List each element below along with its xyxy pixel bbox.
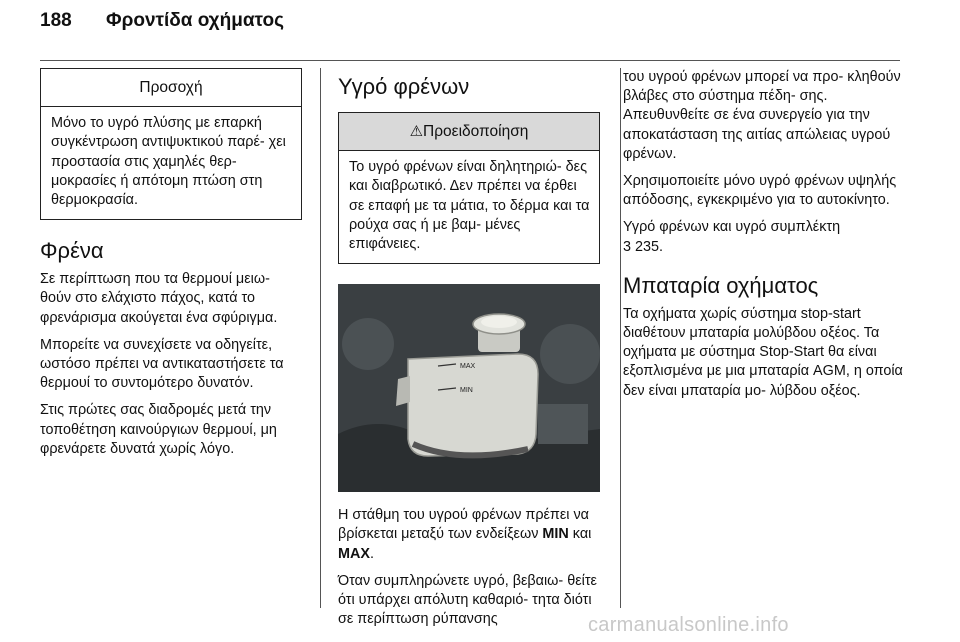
warning-title: Προειδοποίηση: [423, 123, 529, 140]
warning-triangle-icon: ⚠: [409, 123, 424, 140]
max-mark-label: MAX: [460, 363, 476, 371]
battery-paragraph: Τα οχήματα χωρίς σύστημα stop-start διαθέτουν μπαταρία μολύβδου οξέος. Τα οχήματα με σύστημα Stop-Start θα είναι εξοπλισμένα με μια μπαταρία AGM, η οποία δεν είναι μπαταρία μο- λύβδου οξέος.: [623, 305, 903, 399]
brake-fluid-reservoir-photo: [338, 284, 600, 492]
caution-box: [40, 68, 302, 220]
watermark: carmanualsonline.info: [588, 614, 789, 636]
level-text-after: .: [369, 545, 374, 562]
column-divider-1: [320, 68, 321, 608]
warning-header: [339, 113, 599, 151]
topping-up-text: Όταν συμπληρώνετε υγρό, βεβαιω- θείτε ότι υπάρχει απόλυτη καθαριό- τητα διότι σε περίπτωση ρύπανσης: [338, 572, 597, 628]
reference-page: 235.: [631, 238, 664, 255]
column-2: [338, 68, 600, 637]
min-mark-label: MIN: [460, 387, 473, 395]
page-title: Φροντίδα οχήματος: [106, 10, 284, 31]
page-header: [40, 10, 284, 32]
reservoir-illustration: [338, 284, 600, 492]
page-number: 188: [40, 10, 72, 31]
warning-box: [338, 112, 600, 264]
approved-fluid-paragraph: Χρησιμοποιείτε μόνο υγρό φρένων υψηλής απόδοσης, εγκεκριμένο για το αυτοκίνητο.: [623, 173, 897, 209]
brake-fluid-heading: Υγρό φρένων: [338, 74, 470, 99]
min-label: MIN: [542, 526, 569, 543]
brakes-paragraph-2: Μπορείτε να συνεχίσετε να οδηγείτε, ωστόσο πρέπει να αντικαταστήσετε τα θερμουί το συντομότερο δυνατόν.: [40, 336, 284, 392]
cross-reference: [623, 218, 913, 256]
reference-arrow-icon: 3: [623, 238, 632, 255]
contamination-paragraph: του υγρού φρένων μπορεί να προ- κληθούν βλάβες στο σύστημα πέδη- σης. Απευθυνθείτε σε ένα συνεργείο για την αποκατάσταση της αιτίας απώλειας υγρού φρένων.: [623, 69, 901, 162]
column-1: [40, 68, 302, 467]
column-3: [623, 68, 913, 409]
brake-fluid-level-text: [338, 506, 600, 564]
brakes-heading: Φρένα: [40, 238, 104, 264]
max-label: MAX: [338, 545, 370, 562]
warning-text: Το υγρό φρένων είναι δηλητηριώ- δες και διαβρωτικό. Δεν πρέπει να έρθει σε επαφή με τα μάτια, το δέρμα και τα ρούχα σας ή με βαμ- μένες επιφάνειες.: [349, 159, 590, 253]
brakes-paragraph-3: Στις πρώτες σας διαδρομές μετά την τοποθέτηση καινούργιων θερμουί, μη φρενάρετε δυνατά χωρίς λόγο.: [40, 402, 277, 457]
brakes-paragraph-1: Σε περίπτωση που τα θερμουί μειω- θούν στο ελάχιστο πάχος, κατά το φρενάρισμα ακούγεται ένα σφύριγμα.: [40, 271, 278, 326]
level-text-mid: και: [568, 526, 592, 543]
level-text-before: Η στάθμη του υγρού φρένων πρέπει να βρίσκεται μεταξύ των ενδείξεων: [338, 507, 589, 543]
caution-text: Μόνο το υγρό πλύσης με επαρκή συγκέντρωση αντιψυκτικού παρέ- χει προστασία στις χαμηλές θερ- μοκρασίες ή απότομη πτώση στη θερμοκρασία.: [51, 115, 286, 209]
column-divider-2: [620, 68, 621, 608]
battery-heading: Μπαταρία οχήματος: [623, 272, 819, 298]
caution-title: Προσοχή: [41, 69, 301, 107]
reference-text: Υγρό φρένων και υγρό συμπλέκτη: [623, 219, 841, 236]
header-rule: [40, 60, 900, 61]
